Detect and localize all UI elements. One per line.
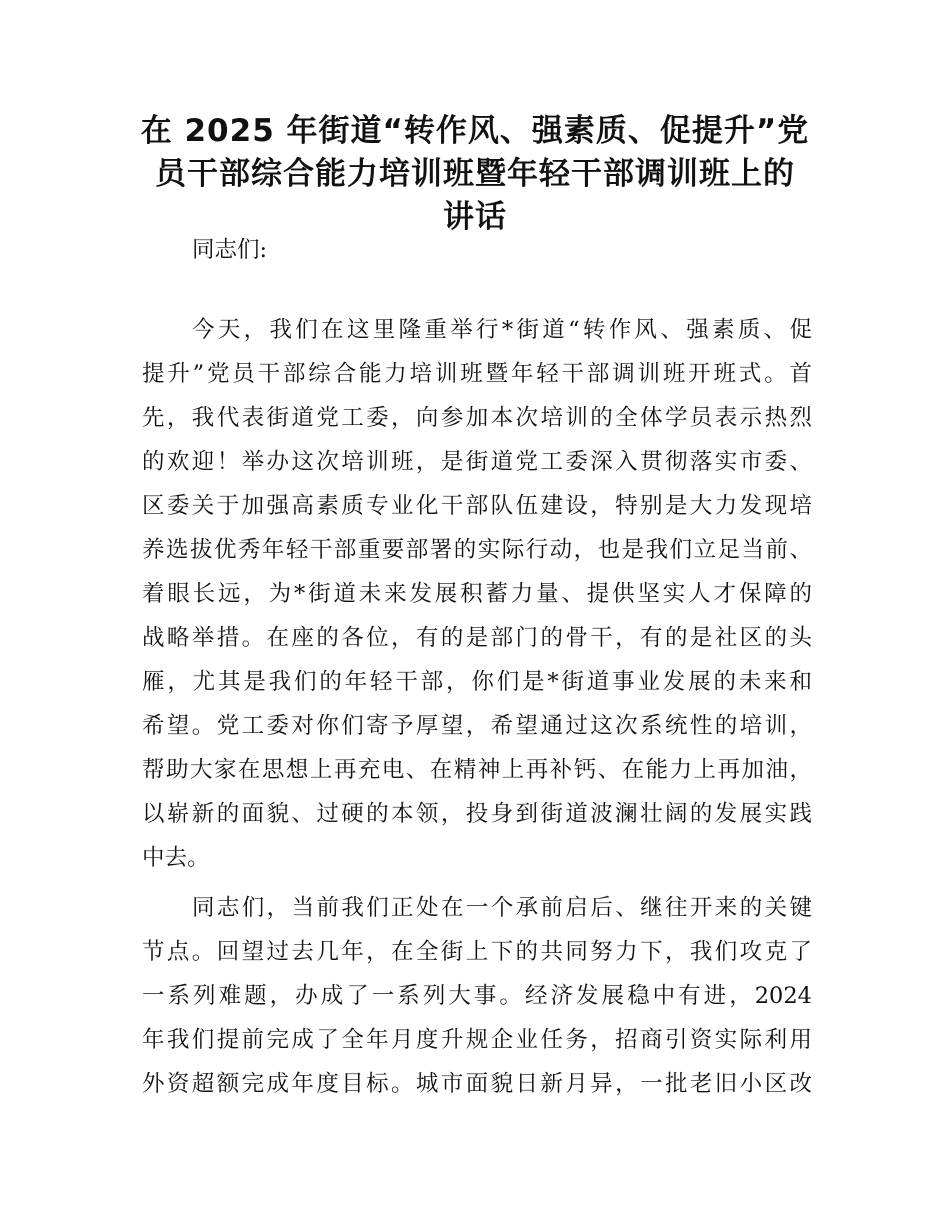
paragraph-line: 战略举措。在座的各位，有的是部门的骨干，有的是社区的头	[142, 625, 812, 651]
paragraph-line: 帮助大家在思想上再充电、在精神上再补钙、在能力上再加油，	[142, 757, 812, 783]
title-line-3: 讲话	[443, 199, 507, 235]
paragraph-line: 一系列难题，办成了一系列大事。经济发展稳中有进，2024	[142, 983, 812, 1009]
paragraph-line: 今天，我们在这里隆重举行*街道“转作风、强素质、促	[192, 317, 812, 343]
paragraph-line: 中去。	[142, 845, 210, 871]
paragraph-line: 提升”党员干部综合能力培训班暨年轻干部调训班开班式。首	[142, 361, 812, 387]
paragraph-line: 以崭新的面貌、过硬的本领，投身到街道波澜壮阔的发展实践	[142, 801, 812, 827]
speech-title	[120, 110, 830, 239]
paragraph-line: 养选拔优秀年轻干部重要部署的实际行动，也是我们立足当前、	[142, 537, 812, 563]
paragraph-line: 区委关于加强高素质专业化干部队伍建设，特别是大力发现培	[142, 493, 812, 519]
salutation: 同志们:	[192, 237, 268, 263]
paragraph-line: 着眼长远，为*街道未来发展积蓄力量、提供坚实人才保障的	[142, 581, 812, 607]
paragraph-line: 同志们，当前我们正处在一个承前启后、继往开来的关键	[192, 895, 812, 921]
paragraph-line: 希望。党工委对你们寄予厚望，希望通过这次系统性的培训，	[142, 713, 812, 739]
paragraph-line: 节点。回望过去几年，在全街上下的共同努力下，我们攻克了	[142, 939, 812, 965]
paragraph-line: 先，我代表街道党工委，向参加本次培训的全体学员表示热烈	[142, 405, 812, 431]
title-line-2: 员干部综合能力培训班暨年轻干部调训班上的	[155, 156, 795, 192]
paragraph-line: 雁，尤其是我们的年轻干部，你们是*街道事业发展的未来和	[142, 669, 812, 695]
paragraph-line: 外资超额完成年度目标。城市面貌日新月异，一批老旧小区改	[142, 1071, 812, 1097]
paragraph-line: 的欢迎！举办这次培训班，是街道党工委深入贯彻落实市委、	[142, 449, 812, 475]
title-line-1: 在 2025 年街道“转作风、强素质、促提升”党	[140, 113, 810, 149]
paragraph-line: 年我们提前完成了全年月度升规企业任务，招商引资实际利用	[142, 1027, 812, 1053]
